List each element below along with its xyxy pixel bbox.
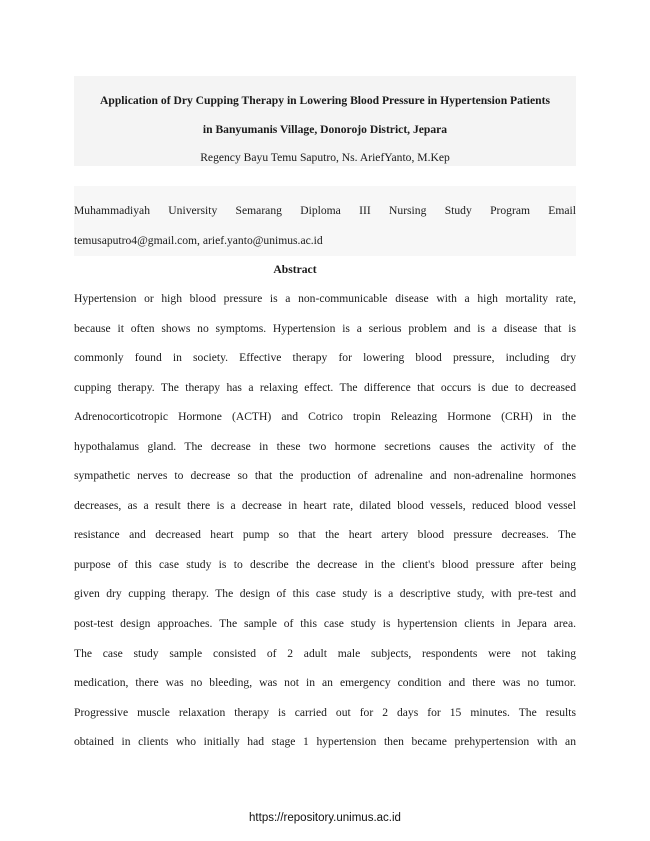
abstract-line: cupping therapy. The therapy has a relaxing effect. The difference that occurs is due to decreased <box>74 380 576 394</box>
paper-title-line-1: Application of Dry Cupping Therapy in Lowering Blood Pressure in Hypertension Patients <box>100 94 550 107</box>
abstract-line: given dry cupping therapy. The design of this case study is a descriptive study, with pre-test and <box>74 587 576 601</box>
abstract-line: post-test design approaches. The sample of this case study is hypertension clients in Jepara area. <box>74 617 576 631</box>
abstract-line: obtained in clients who initially had stage 1 hypertension then became prehypertension with an <box>74 735 576 749</box>
paper-title-line-2: in Banyumanis Village, Donorojo District, Jepara <box>202 123 448 136</box>
abstract-line: medication, there was no bleeding, was not in an emergency condition and there was no tumor. <box>74 676 576 690</box>
repository-url: https://repository.unimus.ac.id <box>249 812 401 824</box>
abstract-line: Adrenocorticotropic Hormone (ACTH) and Cotrico tropin Releazing Hormone (CRH) in the <box>74 410 576 424</box>
abstract-line: commonly found in society. Effective therapy for lowering blood pressure, including dry <box>74 351 576 365</box>
affiliation-block <box>74 186 576 256</box>
abstract-line: sympathetic nerves to decrease so that the production of adrenaline and non-adrenaline hormones <box>74 469 576 483</box>
abstract-line: hypothalamus gland. The decrease in these two hormone secretions causes the activity of the <box>74 439 576 453</box>
abstract-heading: Abstract <box>273 263 317 276</box>
abstract-line: because it often shows no symptoms. Hypertension is a serious problem and is a disease that is <box>74 321 576 335</box>
affiliation-line-1: Muhammadiyah University Semarang Diploma III Nursing Study Program Email <box>74 204 576 217</box>
abstract-line: decreases, as a result there is a decrease in heart rate, dilated blood vessels, reduced blood vessel <box>74 498 576 512</box>
affiliation-line-2: temusaputro4@gmail.com, arief.yanto@unimus.ac.id <box>74 234 323 247</box>
abstract-line: purpose of this case study is to describe the decrease in the client's blood pressure after being <box>74 557 576 571</box>
authors-line: Regency Bayu Temu Saputro, Ns. AriefYanto, M.Kep <box>200 151 450 164</box>
title-block <box>74 76 576 166</box>
abstract-line: Progressive muscle relaxation therapy is carried out for 2 days for 15 minutes. The results <box>74 705 576 719</box>
abstract-line: resistance and decreased heart pump so that the heart artery blood pressure decreases. The <box>74 528 576 542</box>
abstract-body <box>74 292 576 765</box>
abstract-line: Hypertension or high blood pressure is a non-communicable disease with a high mortality rate, <box>74 292 576 305</box>
abstract-line: The case study sample consisted of 2 adult male subjects, respondents were not taking <box>74 646 576 660</box>
